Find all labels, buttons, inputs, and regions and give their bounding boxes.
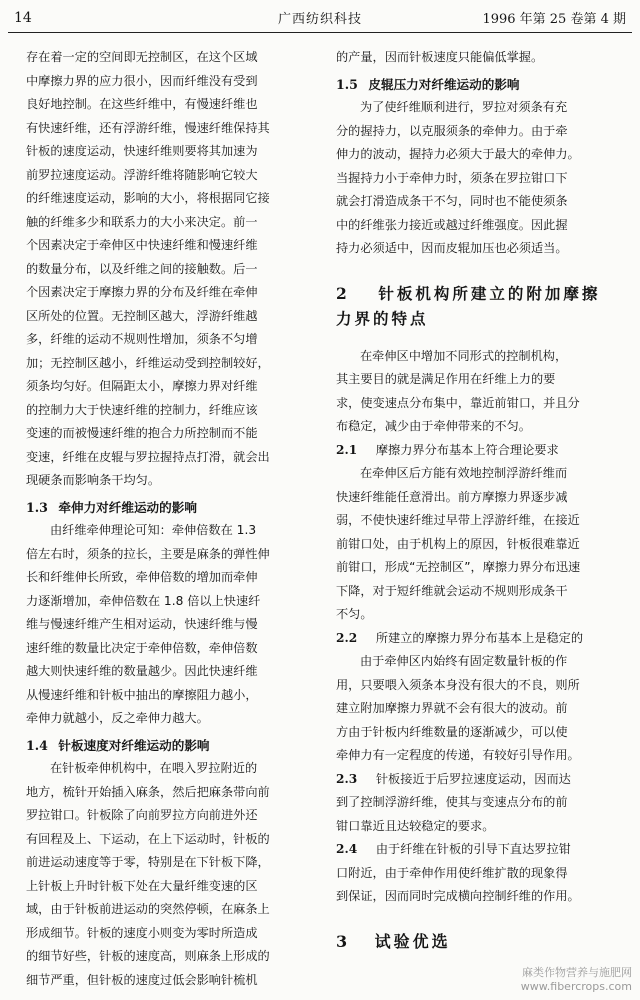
text-line: 有回程及上、下运动，在上下运动时，针板的 <box>26 831 270 846</box>
text-line: 牵伸力就越小，反之牵伸力越大。 <box>26 711 209 725</box>
watermark-url: www.fibercrops.com <box>520 980 632 993</box>
subsection-2-3-first-line <box>336 768 626 792</box>
text-line: 区所处的位置。无控制区越大，浮游纤维越 <box>26 308 258 323</box>
text-line: 伸力的波动，握持力必须大于最大的牵伸力。 <box>336 147 580 161</box>
section-2-intro <box>336 345 626 439</box>
section-heading-2 <box>336 281 626 306</box>
text-line: 在牵伸区后方能有效地控制浮游纤维而 <box>360 466 568 480</box>
section-title: 针板机构所建立的附加摩擦 <box>378 283 601 303</box>
text-line: 加；无控制区越小，纤维运动受到控制较好， <box>26 355 270 370</box>
subsection-number: 1.5 <box>336 76 358 92</box>
subsection-number: 2.2 <box>336 630 358 645</box>
text-line: 分的握持力，以克服须条的牵伸力。由于牵 <box>336 123 568 138</box>
text-line: 其主要目的就是满足作用在纤维上力的要 <box>336 372 556 386</box>
text-line: 弱，不使快速纤维过早带上浮游纤维，在接近 <box>336 513 580 527</box>
paragraph-1-3 <box>26 519 314 731</box>
text-line: 良好地控制。在这些纤维中，有慢速纤维也 <box>26 97 258 111</box>
subsection-heading-1-4 <box>26 734 314 758</box>
text-line: 牵伸力有一定程度的传递，有较好引导作用。 <box>336 748 580 762</box>
text-line: 前进运动速度等于零，特别是在下针板下降， <box>26 855 270 869</box>
text-line: 存在着一定的空间即无控制区，在这个区域 <box>26 50 258 64</box>
text-line: 个因素决定于摩擦力界的分布及纤维在牵伸 <box>26 285 258 299</box>
text-line: 在牵伸区中增加不同形式的控制机构， <box>360 348 568 363</box>
text-line: 中摩擦力界的应力很小，因而纤维没有受到 <box>26 73 258 88</box>
subsection-number: 2.4 <box>336 842 358 856</box>
text-line: 现硬条而影响条干均匀。 <box>26 473 161 487</box>
text-line: 的控制力大于快速纤维的控制力，纤维应该 <box>26 402 258 417</box>
watermark-site-name: 麻类作物营养与施肥网 <box>522 966 632 979</box>
text-line: 细节严重，但针板的速度过低会影响针梳机 <box>26 972 258 987</box>
paragraph-2-2 <box>336 650 626 768</box>
text-line: 中的纤维张力接近或越过纤维强度。因此握 <box>336 217 568 232</box>
text-line: 由于纤维在针板的引导下直达罗拉钳 <box>375 842 571 856</box>
text-line: 多，纤维的运动不规则性增加，须条不匀增 <box>26 332 258 346</box>
text-line: 下降，对于短纤维就会运动不规则形成条干 <box>336 583 568 598</box>
text-line: 越大则快速纤维的数量越少。因此快速纤维 <box>26 664 258 678</box>
left-column <box>26 46 314 992</box>
text-line: 到保证，因而同时完成横向控制纤维的作用。 <box>336 889 580 903</box>
text-line: 的细节好些，针板的速度高，则麻条上形成的 <box>26 949 270 963</box>
text-line: 口附近，由于牵伸作用使纤维扩散的现象得 <box>336 865 568 880</box>
subsection-title: 所建立的摩擦力界分布基本上是稳定的 <box>375 630 584 645</box>
subsection-number: 2.3 <box>336 771 358 786</box>
section-number: 2 <box>336 283 347 303</box>
text-line: 前钳口，形成“无控制区”，摩擦力界分布迅速 <box>336 560 581 574</box>
subsection-2-4-first-line <box>336 838 626 862</box>
paragraph-2-3 <box>336 791 626 838</box>
text-line: 为了使纤维顺利进行，罗拉对须条有充 <box>360 100 568 114</box>
subsection-number: 2.1 <box>336 442 358 457</box>
subsection-heading-1-3 <box>26 496 314 520</box>
issue-info: 1996 年第 25 卷第 4 期 <box>482 12 626 27</box>
text-line: 倍左右时，须条的拉长，主要是麻条的弹性伸 <box>26 546 270 561</box>
text-line: 触的纤维多少和联系力的大小来决定。前一 <box>26 214 258 229</box>
intro-paragraph <box>26 46 314 493</box>
right-column <box>336 46 626 955</box>
text-line: 罗拉钳口。针板除了向前罗拉方向前进外还 <box>26 808 258 822</box>
subsection-heading-1-5 <box>336 73 626 97</box>
text-line: 上针板上升时针板下处在大量纤维变速的区 <box>26 878 258 893</box>
text-line: 前罗拉速度运动。浮游纤维将随影响它较大 <box>26 167 258 182</box>
page-number: 14 <box>14 10 32 26</box>
subsection-title: 皮辊压力对纤维运动的影响 <box>368 76 520 92</box>
text-line: 长和纤维伸长所致，牵伸倍数的增加而牵伸 <box>26 570 258 584</box>
text-line: 个因素决定于牵伸区中快速纤维和慢速纤维 <box>26 238 258 252</box>
text-line: 布稳定，减少由于牵伸带来的不匀。 <box>336 419 531 433</box>
text-line: 速纤维的数量比决定于牵伸倍数，牵伸倍数 <box>26 640 258 655</box>
text-line: 由于牵伸区内始终有固定数量针板的作 <box>360 654 568 668</box>
text-line: 须条均匀好。但隔距太小，摩擦力界对纤维 <box>26 379 258 393</box>
section-number: 3 <box>336 931 348 951</box>
paragraph-2-4 <box>336 862 626 909</box>
section-title-continued: 力界的特点 <box>336 308 429 328</box>
subsection-title: 针板速度对纤维运动的影响 <box>58 737 210 753</box>
section-heading-3 <box>336 929 626 955</box>
text-line: 针板接近于后罗拉速度运动，因而达 <box>375 771 571 786</box>
subsection-heading-2-1 <box>336 439 626 463</box>
text-line: 由纤维牵伸理论可知：牵伸倍数在 1.3 <box>50 523 257 537</box>
journal-name: 广西纺织科技 <box>277 12 362 27</box>
text-line: 的数量分布，以及纤维之间的接触数。后一 <box>26 261 258 276</box>
text-line: 维与慢速纤维产生相对运动，快速纤维与慢 <box>26 617 258 631</box>
subsection-heading-2-2 <box>336 627 626 651</box>
header-rule <box>8 32 632 33</box>
subsection-title: 摩擦力界分布基本上符合理论要求 <box>375 442 559 457</box>
paragraph-2-1 <box>336 462 626 627</box>
text-line: 当握持力小于牵伸力时，须条在罗拉钳口下 <box>336 170 568 185</box>
text-line: 变速的而被慢速纤维的抱合力所控制而不能 <box>26 426 258 440</box>
page-header <box>0 0 640 36</box>
text-line: 形成细节。针板的速度小则变为零时所造成 <box>26 925 258 940</box>
paragraph-1-5 <box>336 96 626 261</box>
text-line: 就会打滑造成条干不匀，同时也不能使须条 <box>336 194 568 208</box>
text-line: 地方，梳针开始插入麻条，然后把麻条带向前 <box>26 784 270 799</box>
text-line: 的纤维速度运动，影响的大小，将根据同它接 <box>26 191 270 205</box>
text-line: 从慢速纤维和针板中抽出的摩擦阻力越小， <box>26 687 258 702</box>
text-line: 持力必须适中，因而皮辊加压也必须适当。 <box>336 241 568 255</box>
text-line: 变速，纤维在皮辊与罗拉握持点打滑，就会出 <box>26 449 270 464</box>
text-line: 前钳口处，由于机构上的原因，针板很难靠近 <box>336 536 580 551</box>
subsection-title: 牵伸力对纤维运动的影响 <box>58 499 197 515</box>
text-line: 方由于针板内纤维数量的逐渐减少，可以使 <box>336 724 568 739</box>
text-line: 求，使变速点分布集中，靠近前钳口，并且分 <box>336 395 580 410</box>
text-line: 建立附加摩擦力界就不会有很大的波动。前 <box>336 701 568 715</box>
text-line: 用，只要喂入须条本身没有很大的不良，则所 <box>336 677 580 692</box>
paragraph-1-4 <box>26 757 314 992</box>
text-line: 的产量，因而针板速度只能偏低掌握。 <box>336 50 544 64</box>
text-line: 力逐渐增加，牵伸倍数在 1.8 倍以上快速纤 <box>26 593 261 608</box>
section-title: 试验优选 <box>374 931 451 951</box>
text-line: 钳口靠近且达较稳定的要求。 <box>336 818 495 833</box>
text-line: 到了控制浮游纤维，使其与变速点分布的前 <box>336 795 568 809</box>
text-line: 域，由于针板前进运动的突然停顿，在麻条上 <box>26 902 270 916</box>
subsection-number: 1.4 <box>26 737 48 753</box>
text-line: 不匀。 <box>336 607 373 621</box>
text-line: 在针板牵伸机构中，在喂入罗拉附近的 <box>50 761 258 775</box>
subsection-number: 1.3 <box>26 499 48 515</box>
text-line: 有快速纤维，还有浮游纤维，慢速纤维保持其 <box>26 120 270 135</box>
watermark <box>521 966 632 994</box>
text-line: 快速纤维能任意滑出。前方摩擦力界逐步减 <box>336 489 568 504</box>
text-line: 针板的速度运动，快速纤维则要将其加速为 <box>26 144 258 158</box>
